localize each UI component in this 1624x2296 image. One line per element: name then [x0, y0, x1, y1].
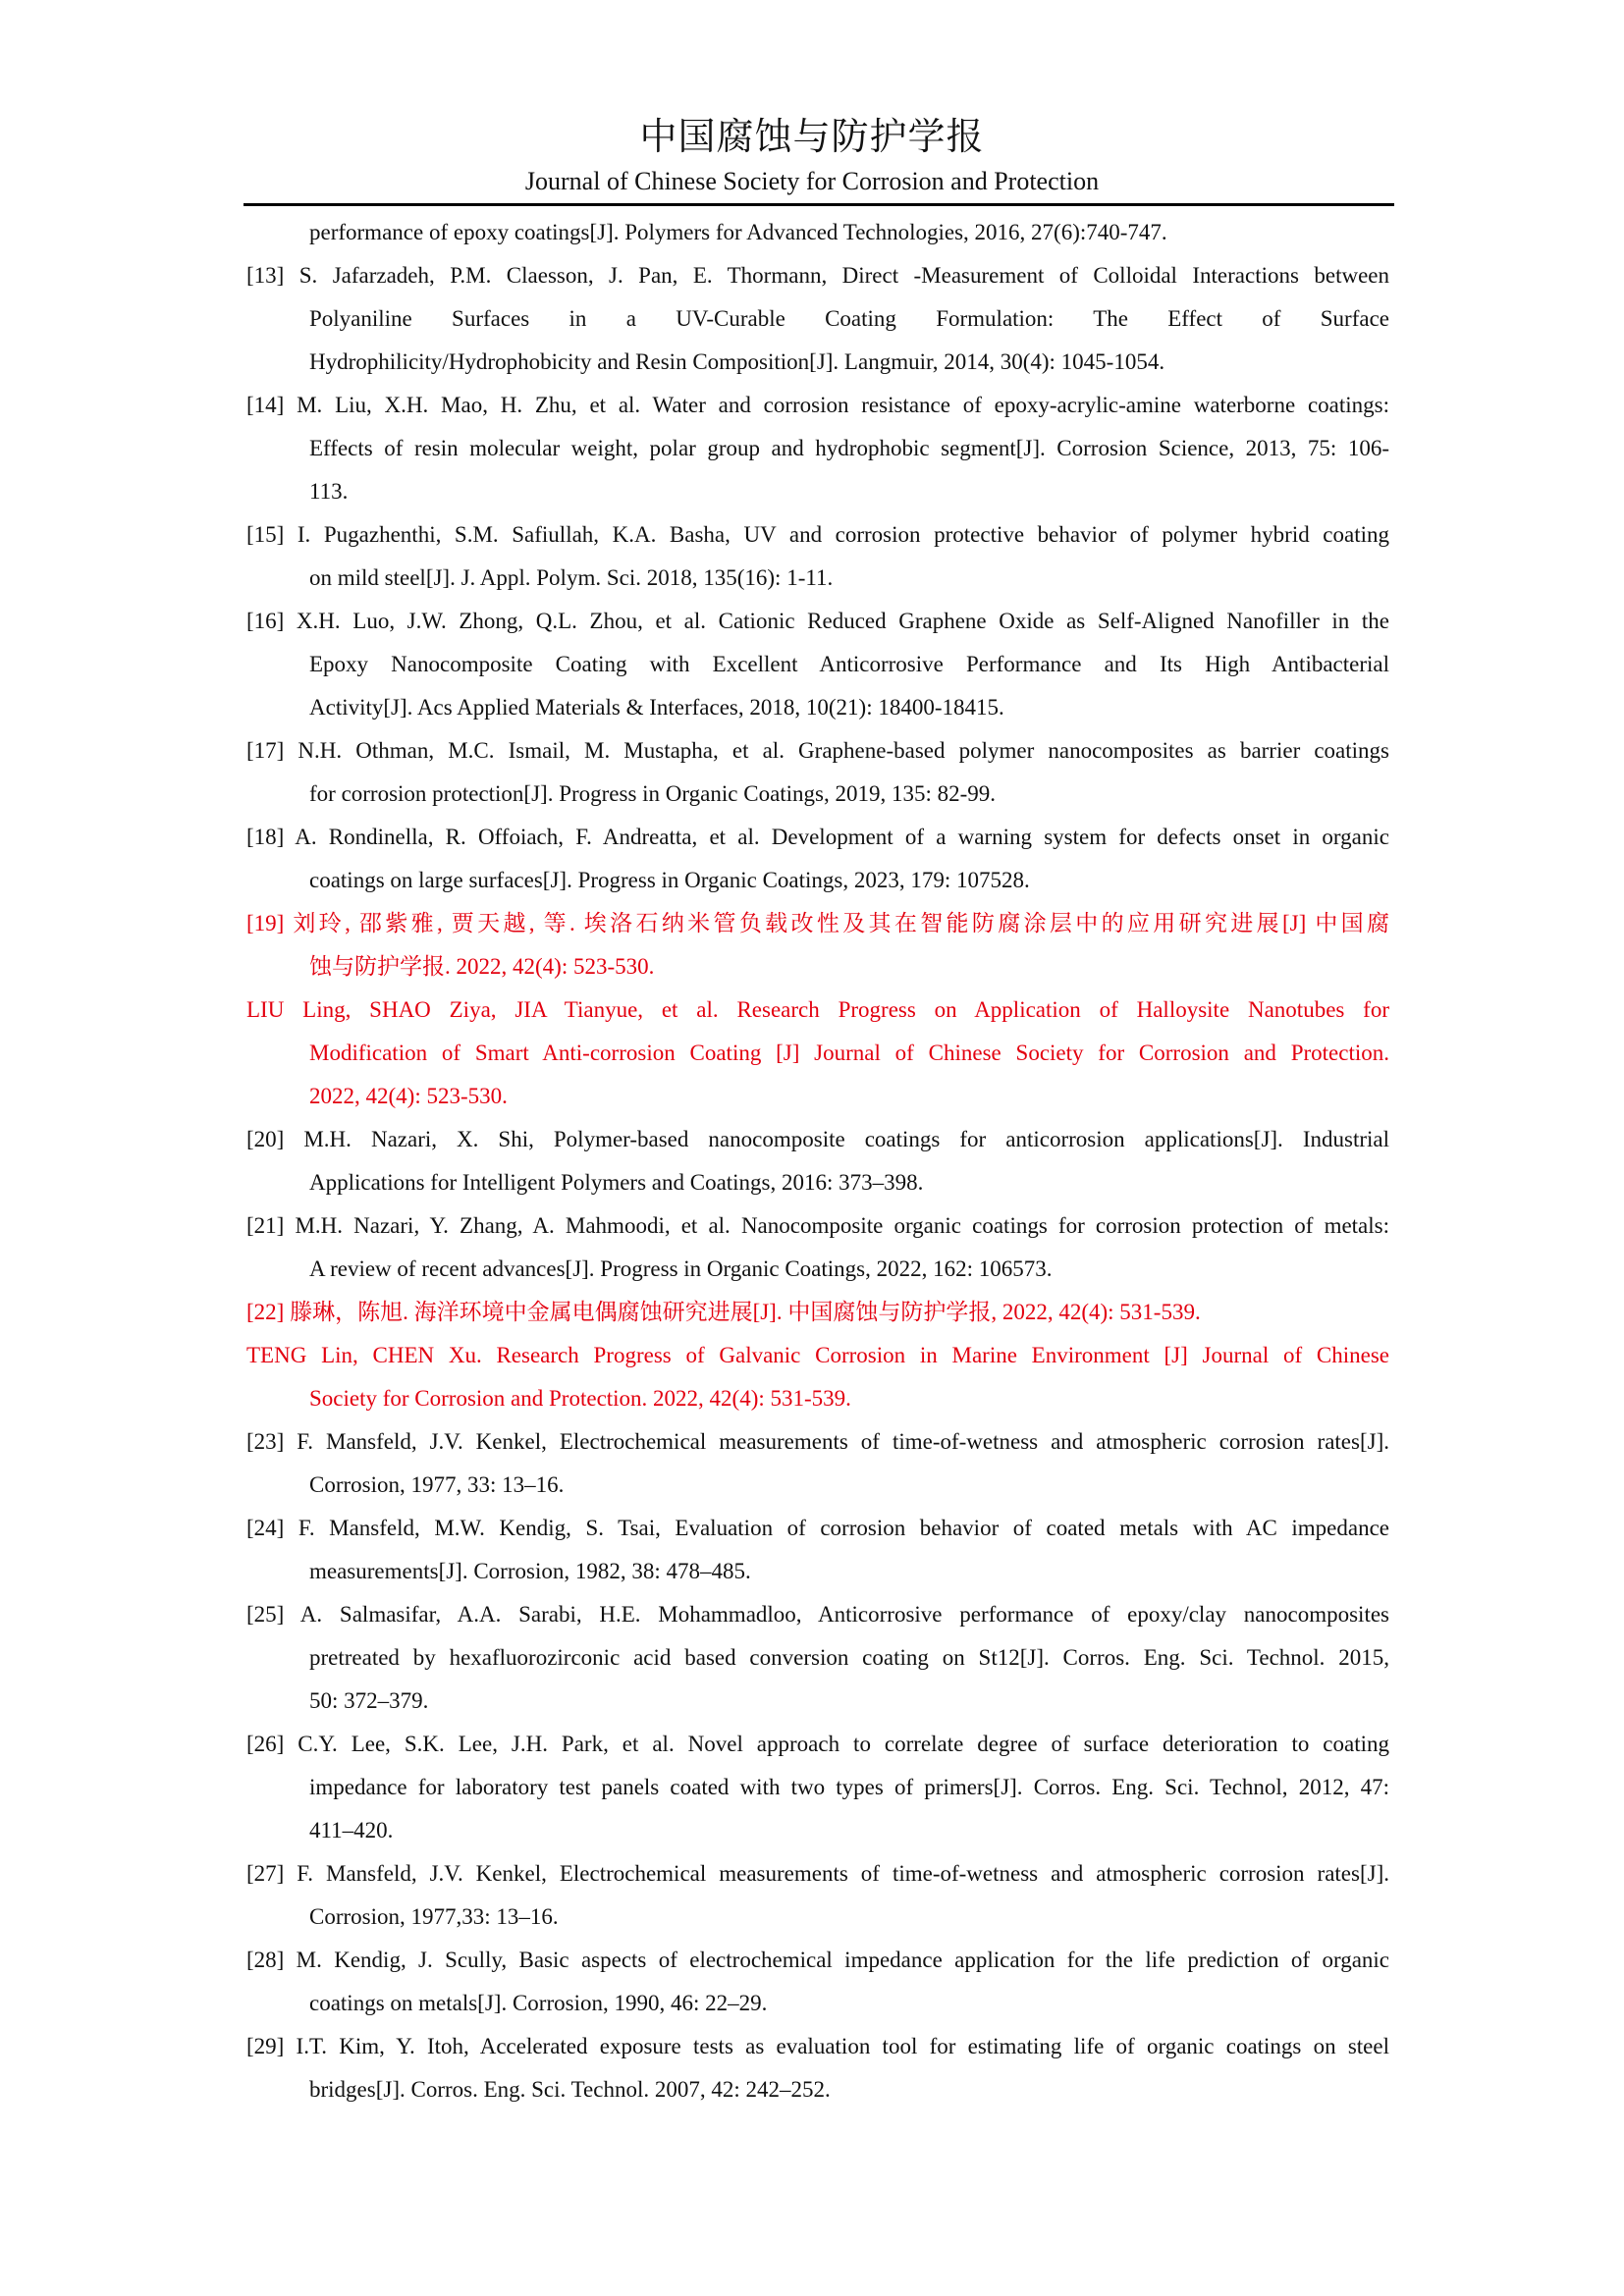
- reference-line: [24] F. Mansfeld, M.W. Kendig, S. Tsai, Evaluation of corrosion behavior of coated metals with AC impedance: [246, 1516, 1389, 1540]
- reference-line: Society for Corrosion and Protection. 2022, 42(4): 531-539.: [309, 1386, 851, 1411]
- reference-line: LIU Ling, SHAO Ziya, JIA Tianyue, et al. Research Progress on Application of Halloysite Nanotubes for: [246, 997, 1389, 1022]
- reference-item: [246, 1334, 1389, 1420]
- reference-line: Applications for Intelligent Polymers and Coatings, 2016: 373–398.: [309, 1170, 924, 1195]
- reference-line: Corrosion, 1977,33: 13–16.: [309, 1904, 559, 1929]
- reference-line: [18] A. Rondinella, R. Offoiach, F. Andreatta, et al. Development of a warning system for defects onset in organic: [246, 825, 1389, 849]
- reference-line: measurements[J]. Corrosion, 1982, 38: 478–485.: [309, 1559, 751, 1583]
- reference-line: [25] A. Salmasifar, A.A. Sarabi, H.E. Mohammadloo, Anticorrosive performance of epoxy/clay nanocomposites: [246, 1602, 1389, 1627]
- reference-line: Modification of Smart Anti-corrosion Coating [J] Journal of Chinese Society for Corrosion and Protection.: [309, 1041, 1389, 1065]
- reference-line: [26] C.Y. Lee, S.K. Lee, J.H. Park, et al. Novel approach to correlate degree of surface deterioration to coating: [246, 1732, 1389, 1756]
- reference-item: [246, 1939, 1389, 2025]
- reference-line: for corrosion protection[J]. Progress in Organic Coatings, 2019, 135: 82-99.: [309, 781, 997, 806]
- reference-item: [246, 2025, 1389, 2111]
- reference-line: 蚀与防护学报. 2022, 42(4): 523-530.: [309, 954, 655, 979]
- reference-line: Epoxy Nanocomposite Coating with Excellent Anticorrosive Performance and Its High Antibacterial: [309, 652, 1389, 676]
- reference-item: [246, 211, 1389, 254]
- reference-line: [16] X.H. Luo, J.W. Zhong, Q.L. Zhou, et al. Cationic Reduced Graphene Oxide as Self-Aligned Nanofiller in the: [246, 609, 1389, 633]
- reference-line: on mild steel[J]. J. Appl. Polym. Sci. 2018, 135(16): 1-11.: [309, 565, 834, 590]
- reference-line: Effects of resin molecular weight, polar group and hydrophobic segment[J]. Corrosion Science, 2013, 75: 106-: [309, 436, 1389, 460]
- reference-line: [19] 刘玲, 邵紫雅, 贾天越, 等. 埃洛石纳米管负载改性及其在智能防腐涂层中的应用研究进展[J] 中国腐: [246, 911, 1389, 935]
- reference-line: 50: 372–379.: [309, 1688, 429, 1713]
- journal-title-cn: 中国腐蚀与防护学报: [639, 117, 985, 158]
- reference-line: [20] M.H. Nazari, X. Shi, Polymer-based nanocomposite coatings for anticorrosion applications[J]. Industrial: [246, 1127, 1389, 1151]
- reference-item: [246, 1507, 1389, 1593]
- journal-title-en: Journal of Chinese Society for Corrosion and Protection: [524, 167, 1100, 195]
- reference-item: [246, 1291, 1389, 1334]
- reference-item: [246, 902, 1389, 988]
- reference-item: [246, 1723, 1389, 1852]
- reference-line: [14] M. Liu, X.H. Mao, H. Zhu, et al. Water and corrosion resistance of epoxy-acrylic-amine waterborne coatings:: [246, 393, 1389, 417]
- reference-line: performance of epoxy coatings[J]. Polymers for Advanced Technologies, 2016, 27(6):740-747.: [309, 220, 1167, 244]
- reference-item: [246, 729, 1389, 816]
- reference-line: [15] I. Pugazhenthi, S.M. Safiullah, K.A. Basha, UV and corrosion protective behavior of polymer hybrid coating: [246, 522, 1389, 547]
- reference-line: coatings on metals[J]. Corrosion, 1990, 46: 22–29.: [309, 1991, 768, 2015]
- reference-line: Activity[J]. Acs Applied Materials & Interfaces, 2018, 10(21): 18400-18415.: [309, 695, 1004, 720]
- reference-line: coatings on large surfaces[J]. Progress in Organic Coatings, 2023, 179: 107528.: [309, 868, 1030, 892]
- reference-line: [29] I.T. Kim, Y. Itoh, Accelerated exposure tests as evaluation tool for estimating life of organic coatings on steel: [246, 2034, 1389, 2058]
- reference-line: bridges[J]. Corros. Eng. Sci. Technol. 2007, 42: 242–252.: [309, 2077, 831, 2102]
- reference-line: 2022, 42(4): 523-530.: [309, 1084, 508, 1108]
- reference-line: [23] F. Mansfeld, J.V. Kenkel, Electrochemical measurements of time-of-wetness and atmospheric corrosion rates[J].: [246, 1429, 1389, 1454]
- reference-list: [246, 211, 1389, 2111]
- header-rule: [244, 203, 1394, 206]
- reference-item: [246, 1118, 1389, 1204]
- reference-item: [246, 1204, 1389, 1291]
- reference-line: impedance for laboratory test panels coated with two types of primers[J]. Corros. Eng. Sci. Technol, 2012, 47:: [309, 1775, 1389, 1799]
- reference-item: [246, 254, 1389, 384]
- reference-line: [22] 滕琳，陈旭. 海洋环境中金属电偶腐蚀研究进展[J]. 中国腐蚀与防护学报, 2022, 42(4): 531-539.: [246, 1300, 1201, 1324]
- reference-line: [27] F. Mansfeld, J.V. Kenkel, Electrochemical measurements of time-of-wetness and atmospheric corrosion rates[J].: [246, 1861, 1389, 1886]
- reference-item: [246, 816, 1389, 902]
- reference-line: Corrosion, 1977, 33: 13–16.: [309, 1472, 565, 1497]
- reference-line: [13] S. Jafarzadeh, P.M. Claesson, J. Pan, E. Thormann, Direct -Measurement of Colloidal Interactions between: [246, 263, 1389, 288]
- reference-line: TENG Lin, CHEN Xu. Research Progress of Galvanic Corrosion in Marine Environment [J] Journal of Chinese: [246, 1343, 1389, 1367]
- reference-line: 113.: [309, 479, 349, 504]
- reference-line: A review of recent advances[J]. Progress in Organic Coatings, 2022, 162: 106573.: [309, 1256, 1053, 1281]
- reference-item: [246, 1593, 1389, 1723]
- reference-item: [246, 988, 1389, 1118]
- reference-line: [28] M. Kendig, J. Scully, Basic aspects of electrochemical impedance application for the life prediction of organic: [246, 1948, 1389, 1972]
- reference-item: [246, 1852, 1389, 1939]
- reference-line: Hydrophilicity/Hydrophobicity and Resin Composition[J]. Langmuir, 2014, 30(4): 1045-1054.: [309, 349, 1165, 374]
- reference-line: Polyaniline Surfaces in a UV-Curable Coating Formulation: The Effect of Surface: [309, 306, 1389, 331]
- reference-line: [21] M.H. Nazari, Y. Zhang, A. Mahmoodi, et al. Nanocomposite organic coatings for corrosion protection of metals:: [246, 1213, 1389, 1238]
- reference-line: [17] N.H. Othman, M.C. Ismail, M. Mustapha, et al. Graphene-based polymer nanocomposites as barrier coatings: [246, 738, 1389, 763]
- reference-item: [246, 600, 1389, 729]
- reference-item: [246, 1420, 1389, 1507]
- reference-item: [246, 513, 1389, 600]
- reference-line: pretreated by hexafluorozirconic acid based conversion coating on St12[J]. Corros. Eng. Sci. Technol. 2015,: [309, 1645, 1389, 1670]
- reference-line: 411–420.: [309, 1818, 394, 1842]
- reference-item: [246, 384, 1389, 513]
